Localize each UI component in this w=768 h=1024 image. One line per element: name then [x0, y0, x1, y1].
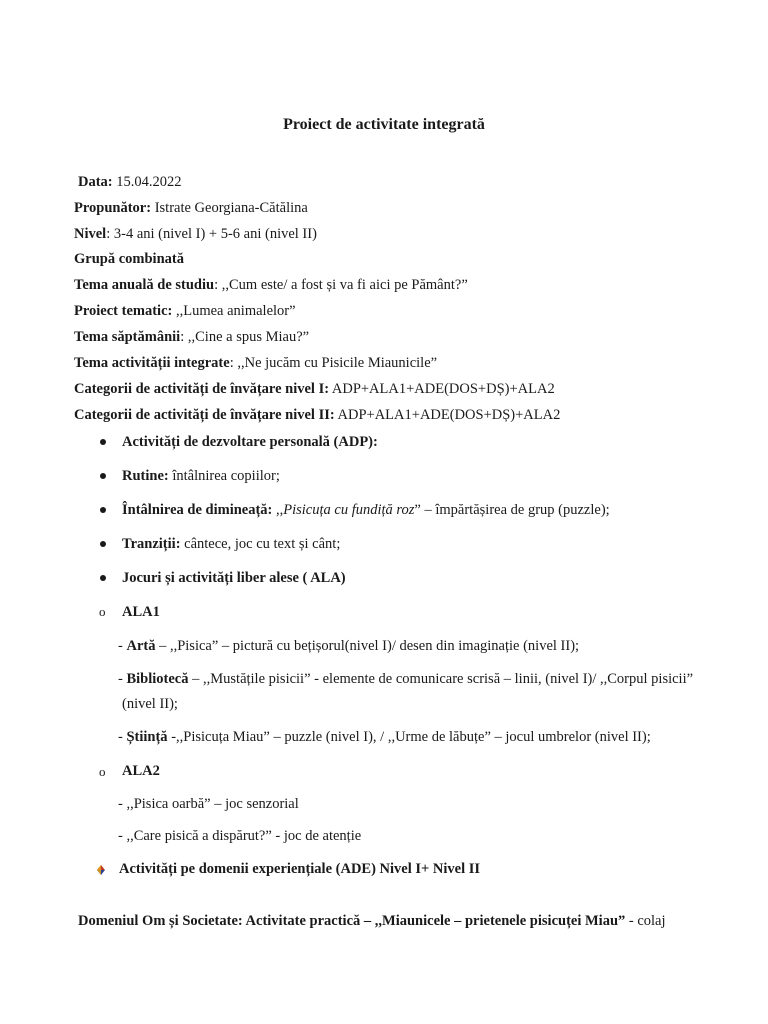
ala2-item-value: - ,,Care pisică a dispărut?” - joc de atenție: [118, 828, 362, 844]
domain-line-value: - colaj: [625, 913, 666, 929]
bullet-morning-meeting: [122, 501, 610, 519]
bullet-transitions-value: cântece, joc cu text și cânt;: [180, 536, 341, 552]
ala2-heading: [122, 762, 160, 780]
field-date-label: Data:: [78, 174, 113, 190]
bullet-adp: [122, 433, 378, 451]
circle-bullet-icon: o: [99, 764, 106, 779]
bullet-routines-value: întâlnirea copiilor;: [168, 468, 280, 484]
ade-label: Activități pe domenii experiențiale (ADE) Nivel I+ Nivel II: [119, 861, 481, 877]
bullet-routines-label: Rutine:: [122, 468, 169, 484]
bullet-dot-icon: [100, 507, 106, 513]
field-proposer: [74, 199, 308, 217]
field-categories-level1: [74, 380, 555, 398]
field-group: [74, 250, 184, 268]
ala1-item-library: [118, 670, 693, 688]
bullet-adp-label: Activități de dezvoltare personală (ADP):: [122, 434, 378, 450]
ala2-item-missing-cat: [118, 827, 361, 845]
field-thematic-project-value: ,,Lumea animalelor”: [172, 303, 296, 319]
field-thematic-project: [74, 302, 296, 320]
bullet-routines: [122, 467, 280, 485]
bullet-dot-icon: [100, 575, 106, 581]
ala1-item-art: [118, 637, 579, 655]
field-categories-level2-label: Categorii de activități de învățare nivel II:: [74, 407, 335, 423]
ala1-item-science-value: -,,Pisicuța Miau” – puzzle (nivel I), / ,,Urme de lăbuțe” – jocul umbrelor (nivel II);: [167, 729, 651, 745]
bullet-morning-meeting-label: Întâlnirea de dimineață:: [122, 502, 273, 518]
field-level-label: Nivel: [74, 226, 107, 242]
ade-heading: [119, 860, 480, 878]
field-categories-level2: [74, 406, 560, 424]
arrow-bullet-icon: [95, 864, 107, 876]
field-thematic-project-label: Proiect tematic:: [74, 303, 173, 319]
field-proposer-label: Propunător:: [74, 200, 152, 216]
field-group-label: Grupă combinată: [74, 251, 184, 267]
field-week-theme-label: Tema săptămânii: [74, 329, 181, 345]
field-categories-level1-label: Categorii de activități de învățare nivel I:: [74, 381, 330, 397]
domain-line: [78, 912, 666, 930]
field-categories-level1-value: ADP+ALA1+ADE(DOS+DȘ)+ALA2: [329, 381, 555, 397]
field-proposer-value: Istrate Georgiana-Cătălina: [151, 200, 308, 216]
ala1-label: ALA1: [122, 604, 160, 620]
ala1-item-prefix: -: [118, 671, 127, 687]
field-integrated-theme-label: Tema activității integrate: [74, 355, 230, 371]
circle-bullet-icon: o: [99, 604, 106, 619]
bullet-transitions: [122, 535, 340, 553]
bullet-ala-label: Jocuri și activități liber alese ( ALA): [122, 570, 346, 586]
ala1-item-library-value: – ,,Mustățile pisicii” - elemente de comunicare scrisă – linii, (nivel I)/ ,,Corpul pisicii”: [188, 671, 694, 687]
field-integrated-theme: [74, 354, 437, 372]
ala1-item-prefix: -: [118, 638, 127, 654]
field-annual-theme-label: Tema anuală de studiu: [74, 277, 215, 293]
field-annual-theme: [74, 276, 468, 294]
domain-line-label: Domeniul Om și Societate: Activitate practică – ,,Miaunicele – prietenele pisicuței Miau”: [78, 913, 626, 929]
field-week-theme: [74, 328, 309, 346]
ala1-item-prefix: -: [118, 729, 127, 745]
field-level: [74, 225, 317, 243]
bullet-dot-icon: [100, 541, 106, 547]
field-date: [78, 173, 182, 191]
field-date-value: 15.04.2022: [112, 174, 182, 190]
document-title: Proiect de activitate integrată: [283, 116, 485, 133]
field-week-theme-value: : ,,Cine a spus Miau?”: [180, 329, 310, 345]
ala1-item-art-value: – ,,Pisica” – pictură cu bețișorul(nivel I)/ desen din imaginație (nivel II);: [155, 638, 580, 654]
bullet-ala: [122, 569, 346, 587]
ala1-item-library-label: Bibliotecă: [126, 671, 189, 687]
ala1-item-science-label: Știință: [126, 729, 168, 745]
bullet-transitions-label: Tranziții:: [122, 536, 181, 552]
ala2-item-blind-cat: [118, 795, 299, 813]
field-integrated-theme-value: : ,,Ne jucăm cu Pisicile Miaunicile”: [229, 355, 438, 371]
ala1-item-library-cont: [122, 695, 178, 713]
bullet-morning-meeting-value: ” – împărtășirea de grup (puzzle);: [414, 502, 610, 518]
bullet-dot-icon: [100, 439, 106, 445]
ala1-item-library-cont-value: (nivel II);: [122, 696, 178, 712]
bullet-morning-meeting-quote: ,,: [272, 502, 284, 518]
field-annual-theme-value: : ,,Cum este/ a fost și va fi aici pe Pământ?”: [214, 277, 468, 293]
ala1-heading: [122, 603, 160, 621]
field-categories-level2-value: ADP+ALA1+ADE(DOS+DȘ)+ALA2: [334, 407, 561, 423]
ala1-item-art-label: Artă: [126, 638, 156, 654]
ala2-label: ALA2: [122, 763, 160, 779]
ala2-item-value: - ,,Pisica oarbă” – joc senzorial: [118, 796, 299, 812]
bullet-morning-meeting-italic: Pisicuța cu fundiță roz: [283, 502, 415, 518]
bullet-dot-icon: [100, 473, 106, 479]
ala1-item-science: [118, 728, 651, 746]
field-level-value: : 3-4 ani (nivel I) + 5-6 ani (nivel II): [106, 226, 317, 242]
